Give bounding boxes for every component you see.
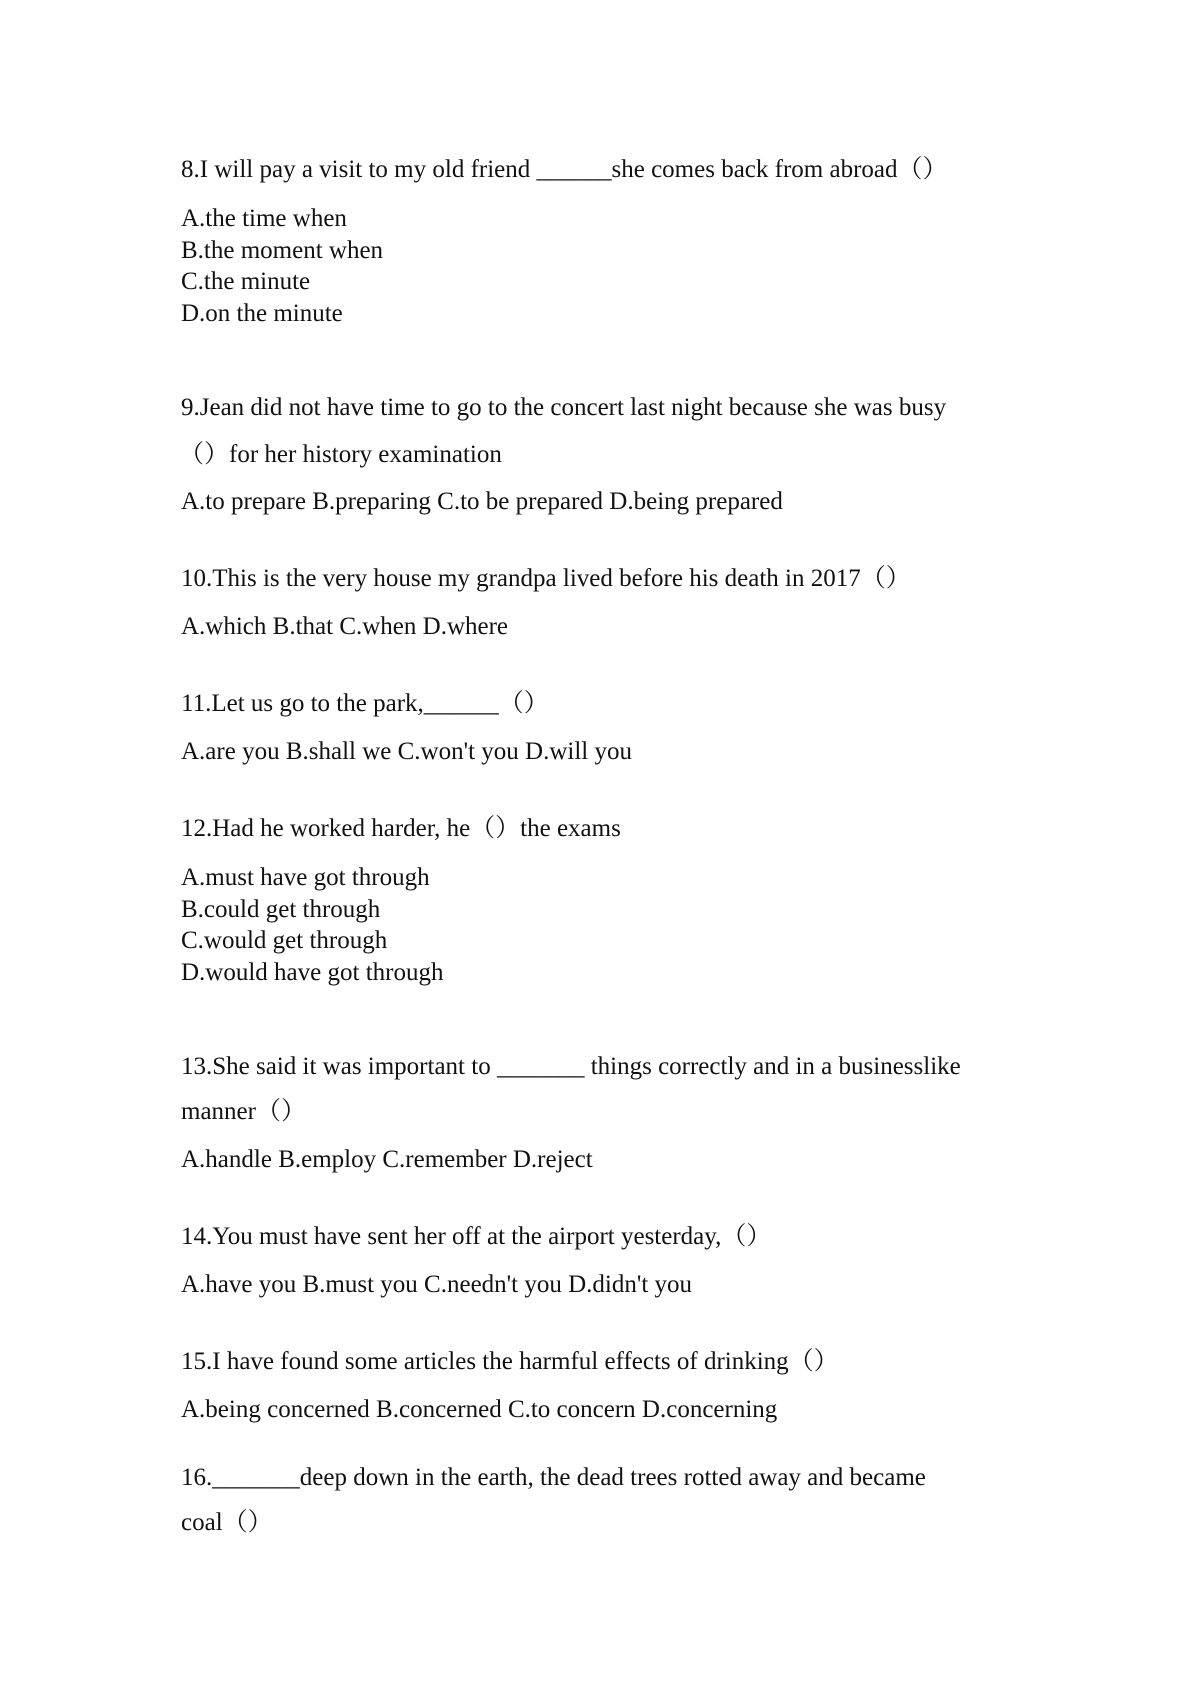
question-13-stem-line2: manner（） [181,1098,306,1125]
question-9-stem-line2: （）for her history examination [179,441,502,468]
option-a: A.must have got through [181,864,430,891]
question-15-stem: 15.I have found some articles the harmful effects of drinking（） [181,1348,839,1375]
option-d: D.on the minute [181,299,343,327]
question-12-options [181,862,1031,988]
question-14-options: A.have you B.must you C.needn't you D.didn't you [181,1271,693,1298]
question-16-stem-line1: 16._______deep down in the earth, the dead trees rotted away and became [181,1464,926,1491]
question-12-stem: 12.Had he worked harder, he（）the exams [181,815,621,842]
question-13-stem-line1: 13.She said it was important to _______ things correctly and in a businesslike [181,1053,961,1080]
question-15-options: A.being concerned B.concerned C.to concern D.concerning [181,1396,778,1423]
option-b: B.could get through [181,895,381,923]
option-d: D.would have got through [181,958,444,986]
question-8-stem: 8.I will pay a visit to my old friend ______she comes back from abroad（） [181,156,948,183]
option-a: A.the time when [181,205,347,232]
question-10-stem: 10.This is the very house my grandpa lived before his death in 2017（） [181,565,911,592]
question-11-options: A.are you B.shall we C.won't you D.will you [181,738,632,765]
question-10-options: A.which B.that C.when D.where [181,613,509,640]
question-8-options [181,203,1031,329]
question-11-stem: 11.Let us go to the park,______（） [181,690,549,717]
question-16-stem-line2: coal（） [181,1509,273,1536]
option-c: C.the minute [181,268,311,295]
option-c: C.would get through [181,927,388,954]
question-9-options: A.to prepare B.preparing C.to be prepared D.being prepared [181,488,783,515]
question-9-stem-line1: 9.Jean did not have time to go to the concert last night because she was busy [181,394,947,421]
option-b: B.the moment when [181,236,384,264]
question-13-options: A.handle B.employ C.remember D.reject [181,1146,593,1173]
question-14-stem: 14.You must have sent her off at the airport yesterday,（） [181,1223,772,1250]
